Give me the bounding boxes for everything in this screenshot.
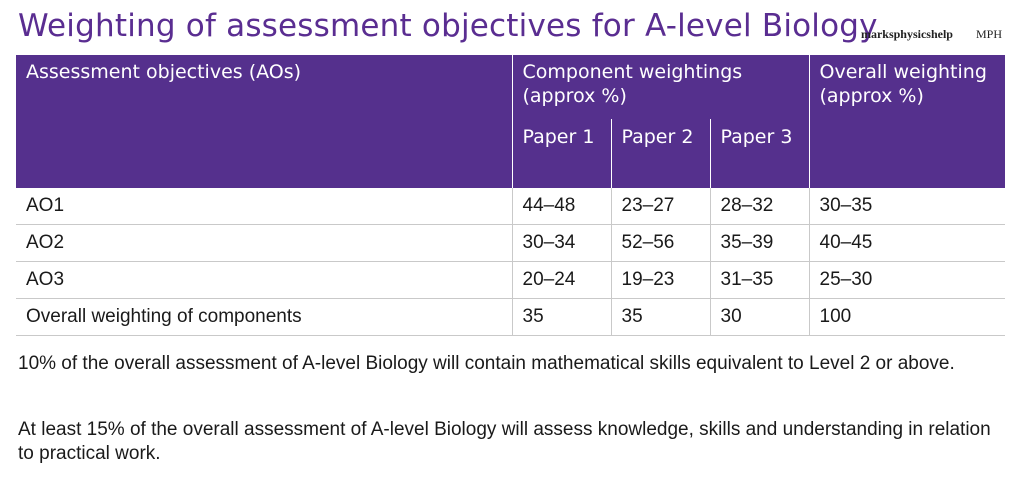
header-component: Component weightings (approx %) xyxy=(512,55,809,119)
brand xyxy=(861,27,1002,42)
note-practical-work: At least 15% of the overall assessment of A-level Biology will assess knowledge, skills and understanding in relation to practical work. xyxy=(18,419,991,464)
cell: 25–30 xyxy=(809,262,1005,299)
table-row xyxy=(16,262,1005,299)
header-ao: Assessment objectives (AOs) xyxy=(16,55,512,188)
weighting-table xyxy=(16,55,1005,336)
cell: 30–35 xyxy=(809,188,1005,225)
cell: 52–56 xyxy=(611,225,710,262)
header-paper-1: Paper 1 xyxy=(512,119,611,188)
page-title: Weighting of assessment objectives for A-level Biology xyxy=(18,8,878,44)
cell: 31–35 xyxy=(710,262,809,299)
cell: 40–45 xyxy=(809,225,1005,262)
brand-name: marksphysicshelp xyxy=(860,27,953,41)
table-row xyxy=(16,299,1005,336)
header-paper-3: Paper 3 xyxy=(710,119,809,188)
row-label: AO3 xyxy=(16,262,512,299)
cell: 35 xyxy=(611,299,710,336)
cell: 44–48 xyxy=(512,188,611,225)
row-label: AO1 xyxy=(16,188,512,225)
cell: 28–32 xyxy=(710,188,809,225)
cell: 30 xyxy=(710,299,809,336)
cell: 100 xyxy=(809,299,1005,336)
cell: 30–34 xyxy=(512,225,611,262)
cell: 20–24 xyxy=(512,262,611,299)
brand-abbr: MPH xyxy=(975,27,1002,41)
row-label: AO2 xyxy=(16,225,512,262)
header-paper-2: Paper 2 xyxy=(611,119,710,188)
cell: 23–27 xyxy=(611,188,710,225)
row-label: Overall weighting of components xyxy=(16,299,512,336)
cell: 19–23 xyxy=(611,262,710,299)
table-row xyxy=(16,188,1005,225)
cell: 35–39 xyxy=(710,225,809,262)
cell: 35 xyxy=(512,299,611,336)
header-overall: Overall weighting (approx %) xyxy=(809,55,1005,188)
note-math-skills: 10% of the overall assessment of A-level Biology will contain mathematical skills equivalent to Level 2 or above. xyxy=(18,353,955,374)
table-row xyxy=(16,225,1005,262)
